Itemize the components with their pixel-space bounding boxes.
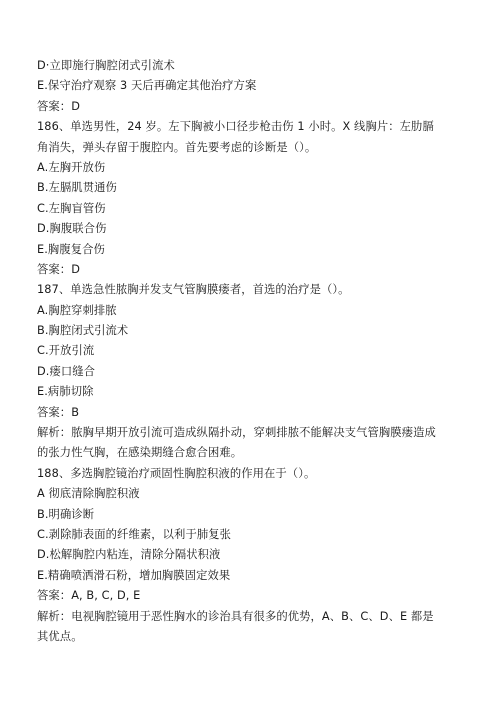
option-line: A.左胸开放伤 [37, 160, 106, 174]
option-line: D·立即施行胸腔闭式引流术 [37, 59, 175, 72]
answer-line: 答案：D [37, 262, 80, 276]
answer-line: 答案：D [37, 99, 80, 113]
option-line: E.精确喷洒滑石粉，增加胸膜固定效果 [37, 568, 231, 582]
question-line: 186、单选男性，24 岁。左下胸被小口径步枪击伤 1 小时。X 线胸片：左肋膈 [37, 120, 434, 134]
answer-line: 答案：A, B, C, D, E [37, 589, 141, 603]
option-line: B.左膈肌贯通伤 [37, 181, 117, 195]
question-line: 188、多选胸腔镜治疗顽固性胸腔积液的作用在于（）。 [37, 466, 316, 480]
option-line: B.胸腔闭式引流术 [37, 324, 129, 338]
explanation-line: 的张力性气胸，在感染期缝合愈合困难。 [37, 446, 243, 460]
answer-line: 答案：B [37, 405, 80, 419]
option-line: D.胸腹联合伤 [37, 222, 107, 236]
option-line: E.病肺切除 [37, 385, 94, 399]
option-line: A.胸腔穿刺排脓 [37, 303, 117, 317]
question-line: 角消失，弹头存留于腹腔内。首先要考虑的诊断是（）。 [37, 140, 317, 154]
option-line: C.左胸盲管伤 [37, 201, 106, 215]
explanation-line: 其优点。 [37, 629, 83, 643]
document-body [37, 56, 461, 647]
explanation-line: 解析：电视胸腔镜用于恶性胸水的诊治具有很多的优势，A、B、C、D、E 都是 [37, 609, 434, 623]
option-line: E.保守治疗观察 3 天后再确定其他治疗方案 [37, 79, 257, 93]
question-line: 187、单选急性脓胸并发支气管胸膜瘘者，首选的治疗是（）。 [37, 283, 350, 297]
option-line: C.剥除肺表面的纤维素，以利于肺复张 [37, 527, 232, 541]
option-line: D.瘘口缝合 [37, 364, 96, 378]
option-line: C.开放引流 [37, 344, 95, 358]
option-line: B.明确诊断 [37, 507, 95, 521]
explanation-line: 解析：脓胸早期开放引流可造成纵隔扑动，穿刺排脓不能解决支气管胸膜瘘造成 [37, 426, 436, 440]
option-line: D.松解胸腔内粘连，清除分隔状积液 [37, 548, 221, 562]
option-line: E.胸腹复合伤 [37, 242, 105, 256]
option-line: A 彻底清除胸腔积液 [37, 487, 140, 501]
